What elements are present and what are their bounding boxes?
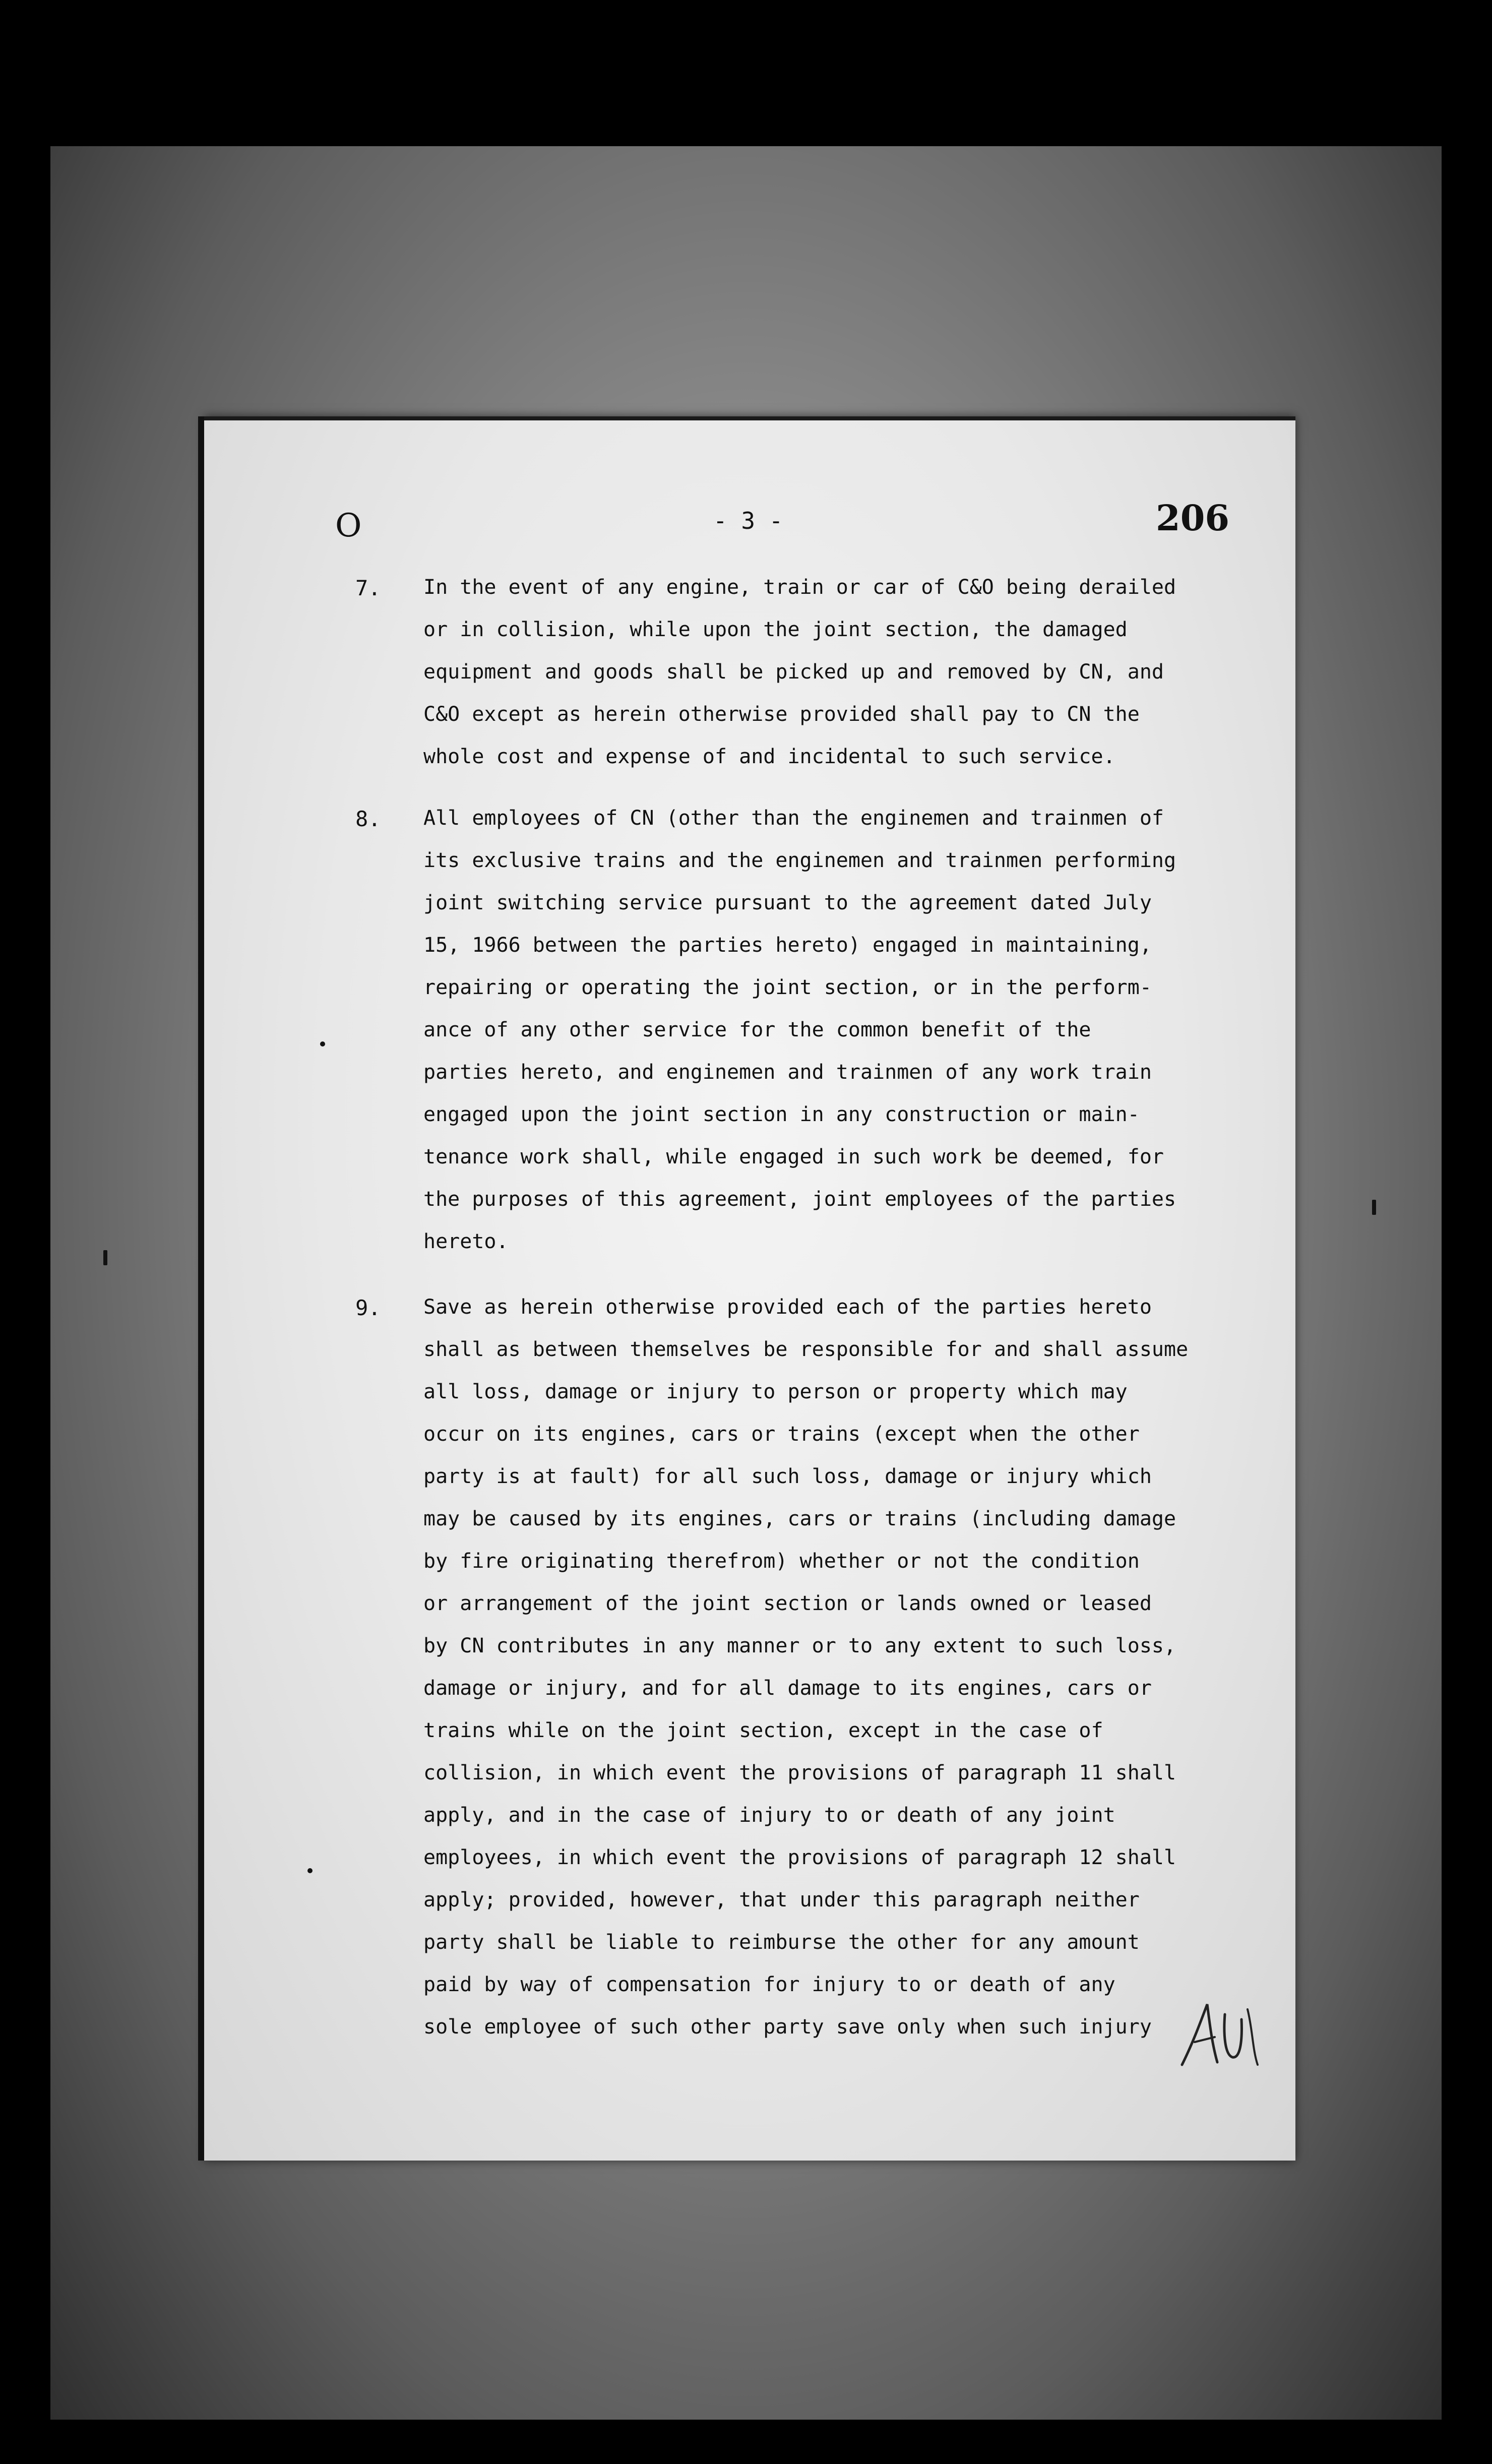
paragraph-line: or in collision, while upon the joint section, the damaged: [423, 618, 1128, 641]
paragraph-line: party is at fault) for all such loss, damage or injury which: [423, 1465, 1152, 1488]
paragraph-line: its exclusive trains and the enginemen and trainmen performing: [423, 849, 1176, 872]
paragraph-line: collision, in which event the provisions of paragraph 11 shall: [423, 1761, 1176, 1784]
paragraph-line: damage or injury, and for all damage to its engines, cars or: [423, 1677, 1152, 1700]
paragraph-line: parties hereto, and enginemen and trainmen of any work train: [423, 1061, 1152, 1084]
paragraph-line: 15, 1966 between the parties hereto) engaged in maintaining,: [423, 934, 1152, 957]
paragraph-line: joint switching service pursuant to the agreement dated July: [423, 891, 1152, 914]
paragraph-line: may be caused by its engines, cars or trains (including damage: [423, 1507, 1176, 1530]
paragraph-line: whole cost and expense of and incidental to such service.: [423, 745, 1115, 768]
paragraph-line: the purposes of this agreement, joint employees of the parties: [423, 1188, 1176, 1211]
page-top-rule: [204, 416, 1295, 420]
paragraph-line: shall as between themselves be responsible for and shall assume: [423, 1338, 1189, 1361]
paragraph-line: All employees of CN (other than the enginemen and trainmen of: [423, 807, 1164, 830]
paragraph-line: In the event of any engine, train or car of C&O being derailed: [423, 576, 1176, 599]
paragraph-line: hereto.: [423, 1230, 509, 1253]
paragraph-line: all loss, damage or injury to person or property which may: [423, 1380, 1128, 1403]
paragraph-line: or arrangement of the joint section or lands owned or leased: [423, 1592, 1152, 1615]
paragraph-line: apply; provided, however, that under this paragraph neither: [423, 1888, 1140, 1912]
punch-hole-mark: O: [335, 507, 362, 544]
scan-speck: [320, 1041, 325, 1046]
paragraph-line: by fire originating therefrom) whether or not the condition: [423, 1550, 1140, 1573]
paragraph-line: tenance work shall, while engaged in such work be deemed, for: [423, 1145, 1164, 1168]
paragraph-line: equipment and goods shall be picked up and removed by CN, and: [423, 660, 1164, 684]
folio-number: 206: [1156, 497, 1230, 539]
paragraph-number: 8.: [355, 807, 381, 831]
paragraph-line: sole employee of such other party save only when such injury: [423, 2015, 1152, 2039]
scan-speck: [307, 1868, 313, 1873]
paragraph-line: trains while on the joint section, except in the case of: [423, 1719, 1103, 1742]
paragraph-line: by CN contributes in any manner or to any extent to such loss,: [423, 1634, 1176, 1657]
paragraph-line: party shall be liable to reimburse the other for any amount: [423, 1931, 1140, 1954]
paragraph-line: engaged upon the joint section in any construction or main-: [423, 1103, 1140, 1126]
scan-speck: [1372, 1200, 1376, 1215]
paragraph-line: employees, in which event the provisions of paragraph 12 shall: [423, 1846, 1176, 1869]
paragraph-number: 7.: [355, 576, 381, 600]
handwritten-initials: [1177, 1994, 1268, 2070]
paragraph-line: repairing or operating the joint section, or in the perform-: [423, 976, 1152, 999]
paragraph-line: ance of any other service for the common benefit of the: [423, 1018, 1091, 1041]
page-number: - 3 -: [713, 507, 783, 534]
paragraph-line: C&O except as herein otherwise provided shall pay to CN the: [423, 703, 1140, 726]
scan-speck: [103, 1250, 107, 1265]
paragraph-line: occur on its engines, cars or trains (except when the other: [423, 1423, 1140, 1446]
paragraph-line: apply, and in the case of injury to or death of any joint: [423, 1804, 1115, 1827]
paragraph-number: 9.: [355, 1296, 381, 1320]
paragraph-line: paid by way of compensation for injury to or death of any: [423, 1973, 1115, 1996]
paragraph-line: Save as herein otherwise provided each of the parties hereto: [423, 1296, 1152, 1319]
document-page: [204, 416, 1295, 2161]
